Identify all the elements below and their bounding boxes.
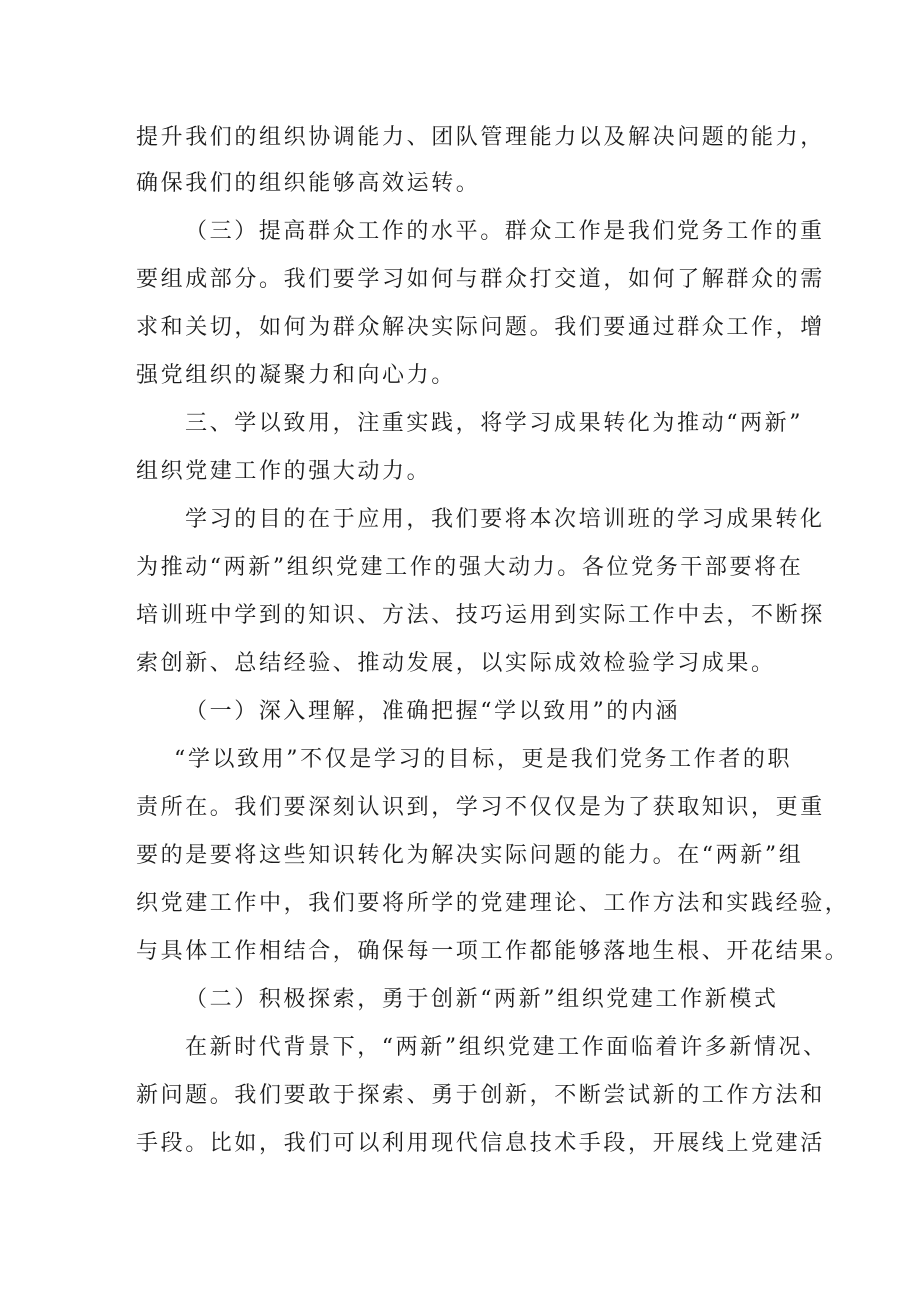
text-line: 求和关切，如何为群众解决实际问题。我们要通过群众工作，增 [136, 315, 825, 340]
section-heading: 组织党建工作的强大动力。 [136, 459, 432, 484]
section-heading: 三、学以致用，注重实践，将学习成果转化为推动“两新” [185, 411, 804, 436]
text-line: 强党组织的凝聚力和向心力。 [136, 363, 456, 388]
text-line: 要组成部分。我们要学习如何与群众打交道，如何了解群众的需 [136, 267, 825, 292]
text-line: 在新时代背景下，“两新”组织党建工作面临着许多新情况、 [185, 1035, 828, 1060]
text-line: 确保我们的组织能够高效运转。 [136, 171, 481, 196]
text-line: 培训班中学到的知识、方法、技巧运用到实际工作中去，不断探 [136, 603, 825, 628]
text-line: （三）提高群众工作的水平。群众工作是我们党务工作的重 [185, 219, 825, 244]
text-line: 索创新、总结经验、推动发展，以实际成效检验学习成果。 [136, 651, 776, 676]
text-line: 学习的目的在于应用，我们要将本次培训班的学习成果转化 [185, 507, 825, 532]
text-line: 责所在。我们要深刻认识到，学习不仅仅是为了获取知识，更重 [136, 795, 825, 820]
text-line: 提升我们的组织协调能力、团队管理能力以及解决问题的能力， [136, 125, 825, 150]
text-line: 为推动“两新”组织党建工作的强大动力。各位党务干部要将在 [136, 555, 804, 580]
text-line: 手段。比如，我们可以利用现代信息技术手段，开展线上党建活 [136, 1131, 825, 1156]
text-line: 新问题。我们要敢于探索、勇于创新，不断尝试新的工作方法和 [136, 1083, 825, 1108]
subsection-heading: （二）积极探索，勇于创新“两新”组织党建工作新模式 [185, 987, 779, 1012]
text-line: “学以致用”不仅是学习的目标，更是我们党务工作者的职 [174, 747, 793, 772]
text-line: 与具体工作相结合，确保每一项工作都能够落地生根、开花结果。 [136, 939, 850, 964]
text-line: 织党建工作中，我们要将所学的党建理论、工作方法和实践经验， [136, 891, 850, 916]
subsection-heading: （一）深入理解，准确把握“学以致用”的内涵 [185, 699, 681, 724]
text-line: 要的是要将这些知识转化为解决实际问题的能力。在“两新”组 [136, 843, 804, 868]
